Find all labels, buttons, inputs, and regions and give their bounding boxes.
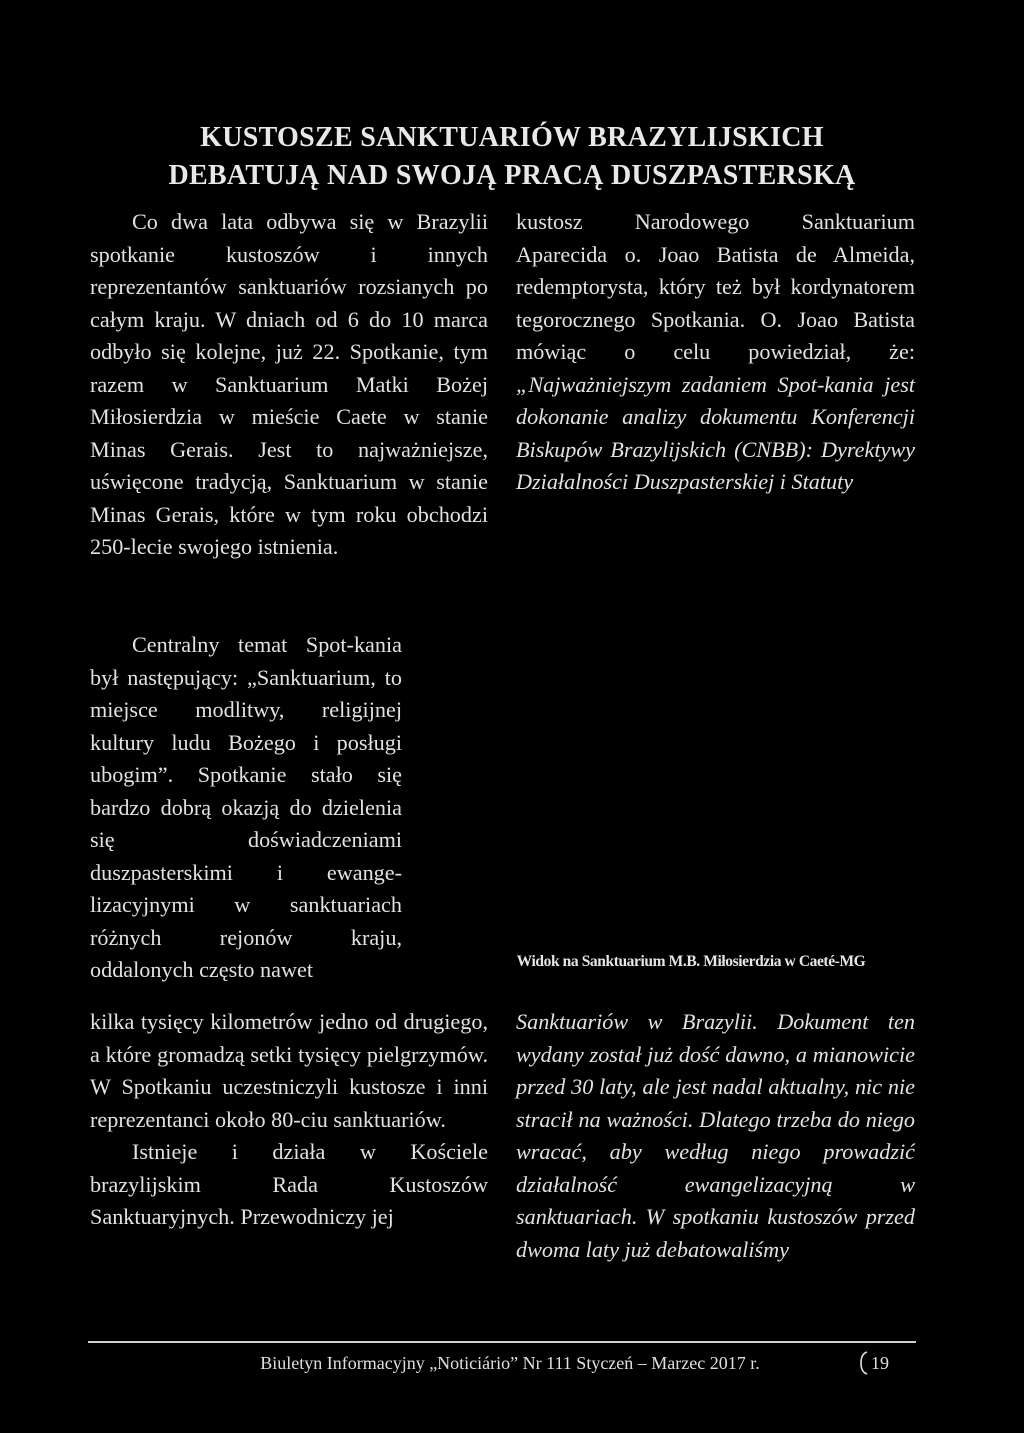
right-paragraph-2: Sanktuariów w Brazylii. Dokument ten wydany został już dość dawno, a mianowicie przed 30 laty, ale jest nadal aktualny, nic nie stracił na ważności. Dlatego trzeba do niego wracać, aby według niego prowadzić działalność ewangelizacyjną w sanktuariach. W spotkaniu kustoszów przed dwoma laty już debatowaliśmy xyxy=(516,1009,915,1262)
right-paragraph-1 xyxy=(516,206,915,499)
sanctuary-photo xyxy=(516,580,915,936)
page-number-box xyxy=(858,1350,918,1384)
left-column-bottom xyxy=(90,1006,488,1234)
right-paragraph-1-normal: kustosz Narodowego Sanktuarium Aparecida o. Joao Batista de Almeida, redemptorysta, który też był kordynatorem tegorocznego Spotkania. O. Joao Batista mówiąc o celu powiedział, że: xyxy=(516,209,915,364)
paragraph-2-part-1: Centralny temat Spot-kania był następujący: „Sanktuarium, to miejsce modlitwy, religijnej kultury ludu Bożego i posługi ubogim”. Spotkanie stało się bardzo dobrą okazją do dzielenia się doświadczeniami duszpasterskimi i ewange-lizacyjnymi w sanktuariach różnych rejonów kraju, oddalonych często nawet xyxy=(90,632,402,982)
right-column-bottom xyxy=(516,1006,915,1266)
right-paragraph-1-quote: „Najważniejszym zadaniem Spot-kania jest dokonanie analizy dokumentu Konferencji Biskupów Brazylijskich (CNBB): Dyrektywy Działalności Duszpasterskiej i Statuty xyxy=(516,371,915,494)
left-column-top xyxy=(90,206,488,564)
paragraph-3: Istnieje i działa w Kościele brazylijskim Rada Kustoszów Sanktuaryjnych. Przewodniczy jej xyxy=(90,1139,488,1229)
photo-caption: Widok na Sanktuarium M.B. Miłosierdzia w Caeté-MG xyxy=(516,953,866,970)
left-column-beside-photo xyxy=(90,629,402,987)
right-column-top xyxy=(516,206,915,499)
paragraph-2-part-2: kilka tysięcy kilometrów jedno od drugiego, a które gromadzą setki tysięcy pielgrzymów. W Spotkaniu uczestniczyli kustosze i inni reprezentanci około 80-ciu sanktuariów. xyxy=(90,1009,488,1132)
page-bracket-icon xyxy=(858,1350,868,1376)
page-number: 19 xyxy=(871,1353,889,1373)
footer-publication-info: Biuletyn Informacyjny „Noticiário” Nr 111 Styczeń – Marzec 2017 r. xyxy=(260,1353,760,1373)
article-title-line-1: KUSTOSZE SANKTUARIÓW BRAZYLIJSKICH xyxy=(200,122,824,153)
paragraph-1: Co dwa lata odbywa się w Brazylii spotkanie kustoszów i innych reprezentantów sanktuariów rozsianych po całym kraju. W dniach od 6 do 10 marca odbyło się kolejne, już 22. Spotkanie, tym razem w Sanktuarium Matki Bożej Miłosierdzia w mieście Caete w stanie Minas Gerais. Jest to najważniejsze, uświęcone tradycją, Sanktuarium w stanie Minas Gerais, które w tym roku obchodzi 250-lecie swojego istnienia. xyxy=(90,209,488,559)
footer-divider xyxy=(88,1341,916,1343)
article-title-line-2: DEBATUJĄ NAD SWOJĄ PRACĄ DUSZPASTERSKĄ xyxy=(168,160,856,191)
